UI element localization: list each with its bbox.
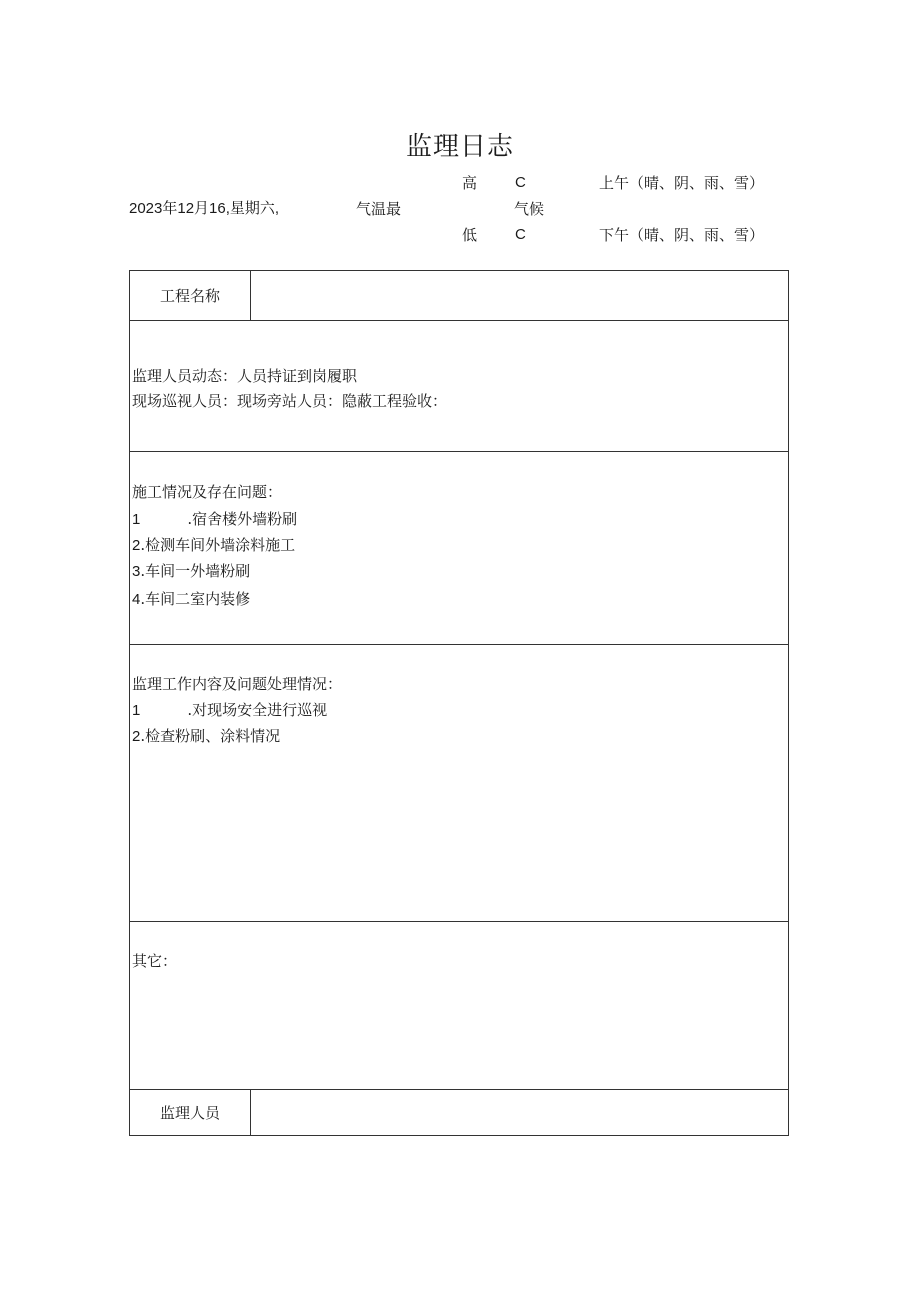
list-item: [132, 727, 280, 746]
list-item: [132, 590, 250, 609]
item-text: .车间一外墙粉刷: [140, 562, 251, 580]
project-name-field[interactable]: [251, 271, 788, 320]
construction-row: [130, 451, 788, 644]
other-label: 其它：: [132, 952, 178, 970]
item-number: 2: [132, 537, 141, 554]
item-number: 3: [132, 563, 141, 580]
patrol-staff-line: 现场巡视人员：现场旁站人员：隐蔽工程验收：: [132, 392, 448, 410]
item-text: .车间二室内装修: [140, 590, 251, 608]
item-text: .宿舍楼外墙粉刷: [187, 510, 298, 528]
supervision-heading: 监理工作内容及问题处理情况：: [132, 675, 343, 693]
supervisor-field[interactable]: [251, 1090, 788, 1135]
other-row: [130, 921, 788, 1089]
item-number: 1: [132, 511, 141, 528]
item-number: 1: [132, 702, 141, 719]
temperature-high-unit: C: [515, 174, 526, 191]
am-weather-options: 上午（晴、阴、雨、雪）: [599, 174, 765, 192]
log-date: 2023年12月16,星期六,: [129, 200, 280, 217]
list-item: [132, 562, 250, 581]
staff-status-row: [130, 320, 788, 451]
list-item: [132, 536, 295, 555]
weather-label: 气候: [514, 200, 545, 218]
pm-weather-options: 下午（晴、阴、雨、雪）: [599, 226, 765, 244]
staff-status-line: 监理人员动态：人员持证到岗履职: [132, 367, 358, 385]
project-name-label: 工程名称: [130, 271, 251, 320]
temperature-low-label: 低: [462, 226, 478, 244]
supervision-row: [130, 644, 788, 921]
page-title: 监理日志: [405, 132, 514, 162]
log-table: [129, 270, 789, 1136]
supervisor-label: 监理人员: [130, 1090, 251, 1135]
item-number: 2: [132, 728, 141, 745]
list-item: [132, 701, 327, 720]
list-item: [132, 510, 297, 529]
item-text: .检测车间外墙涂料施工: [140, 536, 296, 554]
item-text: .检查粉刷、涂料情况: [140, 727, 281, 745]
temperature-label: 气温最: [356, 200, 402, 218]
construction-heading: 施工情况及存在问题：: [132, 483, 283, 501]
item-number: 4: [132, 591, 141, 608]
temperature-high-label: 高: [462, 174, 478, 192]
temperature-low-unit: C: [515, 226, 526, 243]
supervisor-row: [130, 1089, 788, 1135]
item-text: .对现场安全进行巡视: [187, 701, 328, 719]
project-name-row: [130, 271, 788, 320]
